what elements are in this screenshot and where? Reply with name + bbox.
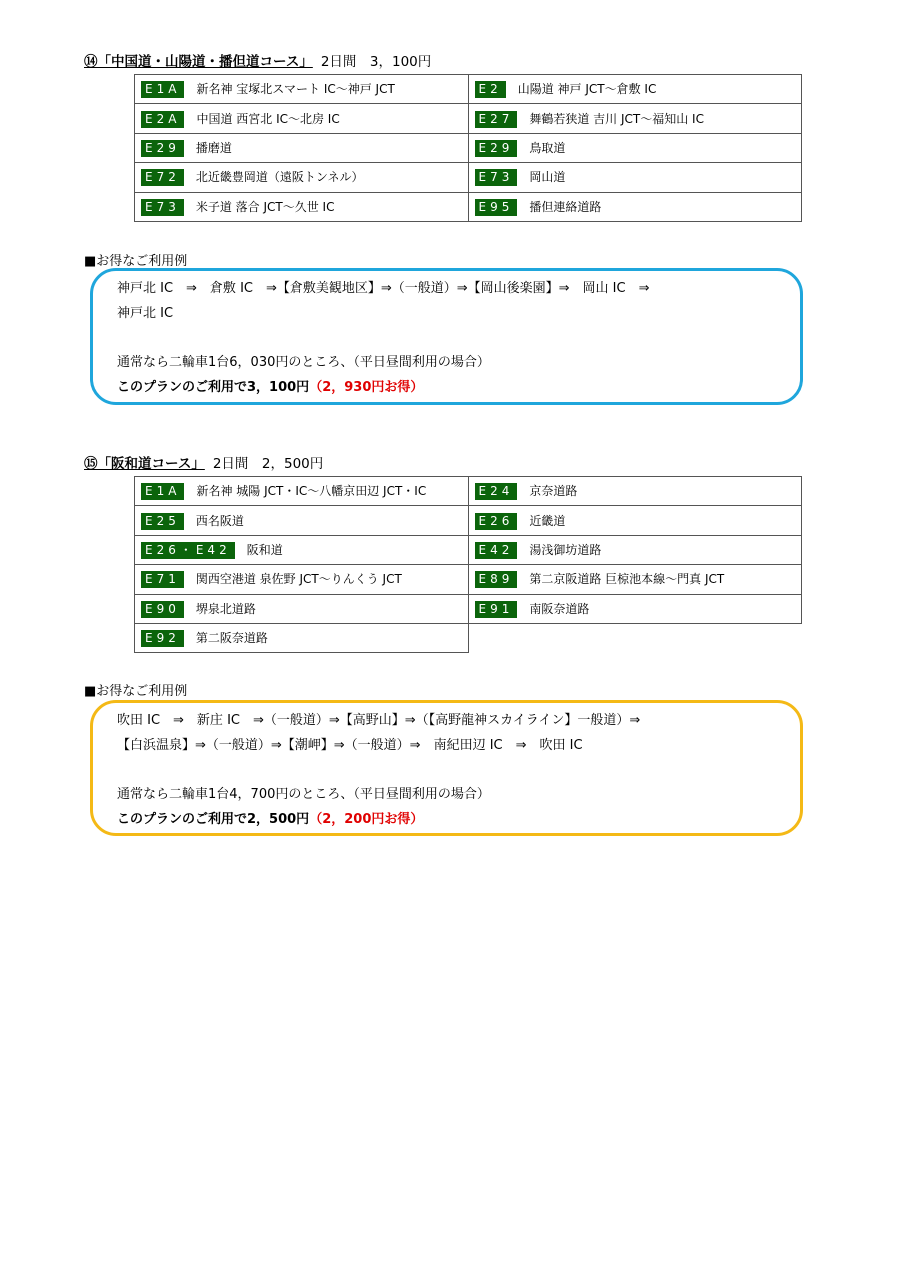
route-cell [135,623,469,652]
route-row [135,477,802,506]
route-row [135,133,802,162]
road-name: 第二阪奈道路 [195,631,268,646]
road-name: 中国道 西宮北 IC～北房 IC [196,111,340,126]
expressway-number-badge: E1A [141,81,184,98]
road-name: 阪和道 [246,542,283,557]
route-cell [468,565,802,594]
course-14-route-table [134,74,802,222]
example-route-line: 吹田 IC ⇒ 新庄 IC ⇒（一般道）⇒【高野山】⇒（【高野龍神スカイライン】一般道）⇒ [117,713,641,728]
expressway-number-badge: E89 [475,571,518,588]
expressway-number-badge: E71 [141,571,184,588]
road-name: 岡山道 [529,170,566,185]
route-cell [468,163,802,192]
expressway-number-badge: E73 [475,169,518,186]
route-cell [135,565,469,594]
normal-price-text: 通常なら二輪車1台6，030円のところ、（平日昼間利用の場合） [117,355,490,370]
route-cell [468,104,802,133]
empty-cell [468,623,802,652]
route-row [135,594,802,623]
expressway-number-badge: E90 [141,601,184,618]
road-name: 鳥取道 [529,140,566,155]
normal-price-text: 通常なら二輪車1台4，700円のところ、（平日昼間利用の場合） [117,787,490,802]
course-15-example-box [90,700,803,836]
route-cell [468,133,802,162]
route-cell [135,535,469,564]
route-row [135,565,802,594]
expressway-number-badge: E26・E42 [141,542,235,559]
road-name: 第二京阪道路 巨椋池本線～門真 JCT [529,572,725,587]
route-cell [468,506,802,535]
course-14-heading [84,50,431,70]
expressway-number-badge: E42 [475,542,518,559]
road-name: 播磨道 [195,140,232,155]
course-15-heading [84,452,323,472]
course-price: 2日間 3，100円 [320,54,432,70]
route-cell [135,104,469,133]
expressway-number-badge: E2 [475,81,506,98]
example-route-line: 神戸北 IC ⇒ 倉敷 IC ⇒【倉敷美観地区】⇒（一般道）⇒【岡山後楽園】⇒ 岡山 IC ⇒ [117,281,650,296]
road-name: 堺泉北道路 [195,601,256,616]
example-route-line: 【白浜温泉】⇒（一般道）⇒【潮岬】⇒（一般道）⇒ 南紀田辺 IC ⇒ 吹田 IC [117,737,583,753]
route-cell [135,192,469,221]
course-title: ⑭「中国道・山陽道・播但道コース」 [84,54,313,70]
route-row [135,623,802,652]
route-cell [468,477,802,506]
road-name: 湯浅御坊道路 [529,542,602,557]
route-cell [135,163,469,192]
route-cell [135,506,469,535]
route-row [135,104,802,133]
expressway-number-badge: E24 [475,483,518,500]
example-label: ■お得なご利用例 [84,254,188,269]
plan-price-text: このプランのご利用で3，100円 [117,379,310,395]
savings-text: （2，200円お得） [309,811,424,827]
route-row [135,163,802,192]
road-name: 米子道 落合 JCT～久世 IC [195,199,335,214]
road-name: 山陽道 神戸 JCT～倉敷 IC [517,82,657,97]
expressway-number-badge: E29 [141,140,184,157]
route-cell [135,594,469,623]
route-cell [135,477,469,506]
road-name: 舞鶴若狭道 吉川 JCT～福知山 IC [529,111,704,126]
road-name: 南阪奈道路 [529,601,590,616]
expressway-number-badge: E2A [141,111,184,128]
example-label: ■お得なご利用例 [84,684,188,699]
route-cell [468,594,802,623]
route-cell [468,535,802,564]
route-cell [135,75,469,104]
route-cell [468,75,802,104]
course-14-example-box [90,268,803,405]
route-row [135,506,802,535]
expressway-number-badge: E73 [141,199,184,216]
expressway-number-badge: E29 [475,140,518,157]
expressway-number-badge: E95 [475,199,518,216]
expressway-number-badge: E92 [141,630,184,647]
route-row [135,535,802,564]
expressway-number-badge: E72 [141,169,184,186]
course-15-route-table [134,476,802,653]
plan-price-text: このプランのご利用で2，500円 [117,811,310,827]
expressway-number-badge: E25 [141,513,184,530]
expressway-number-badge: E27 [475,111,518,128]
route-cell [468,192,802,221]
example-route-line: 神戸北 IC [117,305,174,321]
expressway-number-badge: E91 [475,601,518,618]
route-cell [135,133,469,162]
savings-text: （2，930円お得） [309,379,424,395]
expressway-number-badge: E1A [141,483,184,500]
road-name: 西名阪道 [195,513,244,528]
course-title: ⑮「阪和道コース」 [84,456,205,472]
road-name: 近畿道 [529,513,566,528]
route-row [135,75,802,104]
road-name: 京奈道路 [529,484,578,499]
course-price: 2日間 2，500円 [212,456,324,472]
road-name: 北近畿豊岡道（遠阪トンネル） [195,170,364,185]
expressway-number-badge: E26 [475,513,518,530]
road-name: 新名神 城陽 JCT・IC～八幡京田辺 JCT・IC [196,484,427,499]
road-name: 播但連絡道路 [529,199,602,214]
route-row [135,192,802,221]
road-name: 新名神 宝塚北スマート IC～神戸 JCT [196,82,395,97]
road-name: 関西空港道 泉佐野 JCT～りんくう JCT [195,572,402,587]
